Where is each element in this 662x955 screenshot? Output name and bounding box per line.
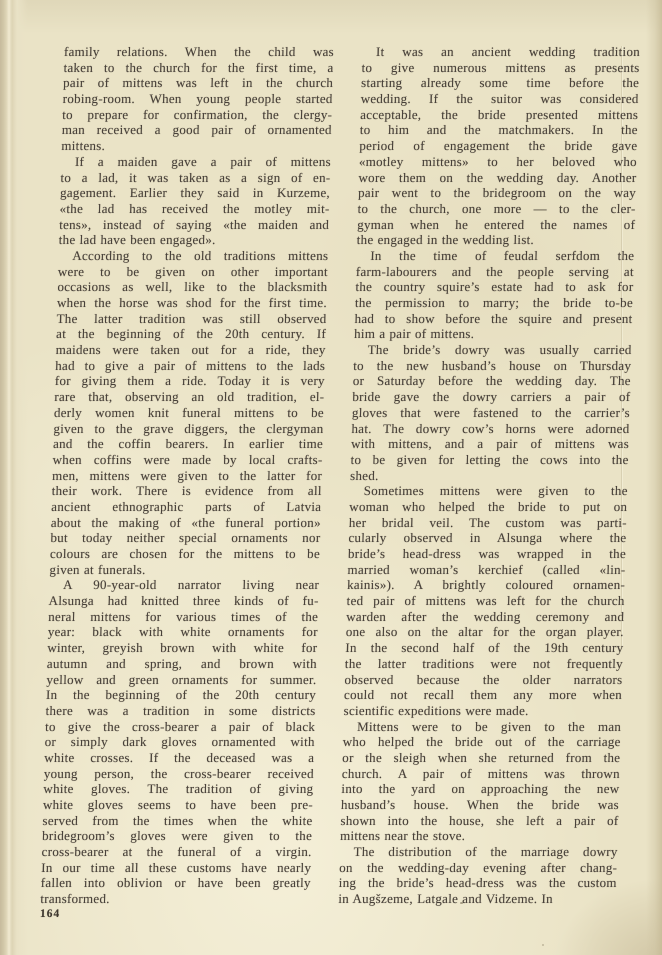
text-line: transformed. [40, 891, 110, 907]
text-line: him a pair of mittens. [353, 326, 475, 342]
text-line: or simply dark gloves ornamented with [44, 734, 315, 750]
text-line: scientific expeditions were made. [343, 702, 529, 718]
text-line: year: black with white ornaments for [47, 624, 319, 640]
text-line: «the lad has received the motley mit- [59, 200, 330, 216]
text-line: one also on the altar for the organ player. [345, 624, 625, 640]
page-number: 164 [39, 907, 61, 920]
text-line: when coffins were made by local crafts- [52, 451, 323, 467]
paragraph [354, 248, 635, 342]
text-line: The distribution of the marriage dowry [353, 844, 618, 860]
text-line: Sometimes mittens were given to the [363, 483, 628, 499]
text-line: ted pair of mittens was left for the church [346, 593, 625, 609]
text-line: bride gave the dowry carriers a pair of [352, 389, 631, 405]
text-line: cularly observed in Alsunga where the [348, 530, 627, 546]
page-content [40, 44, 640, 920]
text-line: in Augšzeme, Latgale and Vidzeme. In [338, 891, 554, 907]
text-line: man received a good pair of ornamented [61, 122, 333, 138]
text-line: who helped the bride out of the carriage [342, 734, 621, 750]
text-line: the lad have been engaged». [58, 232, 216, 248]
paragraph [357, 44, 641, 248]
text-line: on the wedding-day evening after chang- [339, 859, 618, 875]
text-line: mittens near the stove. [339, 828, 466, 844]
text-line: colours are chosen for the mittens to be [49, 546, 321, 561]
paragraph [338, 844, 618, 907]
text-line: for giving them a ride. Today it is very [54, 373, 326, 389]
text-line: wore them on the wedding day. Another [358, 169, 637, 185]
text-line: or Saturday before the wedding day. The [352, 373, 632, 389]
text-line: occasions as well, like to the blacksmith [57, 279, 328, 295]
text-line: had to give a pair of mittens to the lads [55, 357, 326, 373]
text-line: It was an ancient wedding tradition [375, 44, 641, 59]
text-line: cross-bearer at the funeral of a virgin. [41, 844, 312, 860]
text-line: kainis»). A brightly coloured ornamen- [346, 577, 626, 593]
text-line: taken to the church for the first time, a [63, 59, 334, 75]
text-line: hat. The dowry cow’s horns were adorned [351, 420, 630, 436]
text-line: men, mittens were given to the latter for [51, 467, 323, 483]
text-line: family relations. When the child was [63, 44, 335, 59]
paper-speck [542, 944, 544, 946]
text-line: According to the old traditions mittens [72, 247, 329, 263]
text-line: warden after the wedding ceremony and [346, 608, 625, 624]
text-line: and the coffin bearers. In earlier time [52, 436, 324, 452]
text-line: acceptable, the bride presented mittens [360, 106, 639, 122]
text-line: bridegroom’s gloves were given to the [41, 828, 313, 844]
text-line: winter, greyish brown with white for [47, 640, 318, 656]
text-line: «motley mittens» to her beloved who [358, 153, 638, 169]
text-line: A 90-year-old narrator living near [62, 577, 320, 593]
text-line: derly women knit funeral mittens to be [53, 404, 325, 420]
text-line: the permission to marry; the bride to-be [354, 295, 634, 310]
text-column-left [40, 44, 334, 920]
text-line: The bride’s dowry was usually carried [367, 342, 632, 358]
text-line: pair went to the bridegroom on the way [357, 185, 637, 201]
text-line: gagement. Earlier they said in Kurzeme, [59, 185, 331, 201]
text-line: woman who helped the bride to put on [349, 498, 628, 514]
text-line: to be given for letting the cows into the [350, 451, 629, 467]
text-line: ancient ethnographic parts of Latvia [51, 498, 322, 514]
text-line: the engaged in the wedding list. [356, 232, 535, 248]
text-line: shed. [349, 467, 379, 483]
text-line: young person, the cross-bearer received [43, 765, 315, 781]
text-line: but today neither special ornaments nor [50, 530, 321, 546]
text-line: In the second half of the 19th century [345, 640, 624, 656]
text-line: when the horse was shod for the first time. [56, 295, 328, 310]
text-line: there was a tradition in some districts [45, 702, 316, 718]
text-line: to him and the matchmakers. In the [359, 122, 639, 138]
text-line: starting already some time before the [360, 75, 640, 91]
text-line: robing-room. When young people started [62, 91, 333, 107]
text-line: to a lad, it was taken as a sign of en- [60, 169, 331, 185]
text-line: church. A pair of mittens was thrown [341, 765, 621, 781]
text-line: In the beginning of the 20th century [45, 687, 317, 703]
text-line: into the yard on approaching the new [341, 781, 620, 797]
text-line: tens», instead of saying «the maiden and [58, 216, 330, 232]
text-column-right [338, 44, 640, 920]
text-line: given to the grave diggers, the clergyman [53, 420, 324, 436]
text-line: gyman when he entered the names of [356, 216, 636, 232]
text-line: pair of mittens was left in the church [62, 75, 334, 91]
paragraph [61, 44, 334, 154]
paragraph [49, 248, 328, 577]
text-line: were to be given on other important [57, 263, 329, 279]
paragraph [59, 154, 332, 248]
text-line: In the time of feudal serfdom the [370, 247, 635, 263]
text-line: observed because the older narrators [344, 671, 623, 687]
text-line: farm-labourers and the people serving at [355, 263, 635, 279]
text-line: autumn and spring, and brown with [46, 655, 318, 671]
text-line: with mittens, and a pair of mittens was [350, 436, 630, 452]
text-line: husband’s house. When the bride was [340, 797, 620, 812]
text-line: period of engagement the bride gave [359, 138, 638, 154]
text-line: to the new husband’s house on Thursday [353, 357, 632, 373]
paragraph [350, 342, 632, 483]
text-line: shown into the house, she left a pair of [340, 812, 619, 828]
text-line: fallen into oblivion or have been greatly [40, 875, 312, 891]
text-line: the latter traditions were not frequently [344, 655, 624, 671]
text-line: rare that, observing an old tradition, el- [54, 389, 325, 405]
text-line: ing the bride’s head-dress was the custom [338, 875, 618, 891]
paragraph [340, 719, 622, 845]
text-line: her bridal veil. The custom was parti- [348, 514, 628, 530]
text-line: bride’s head-dress was wrapped in the [347, 546, 627, 561]
text-line: In our time all these customs have nearly [41, 859, 312, 875]
text-line: Alsunga had knitted three kinds of fu- [48, 593, 319, 609]
text-line: to the church, one more — to the cler- [357, 200, 636, 216]
text-line: Mittens were to be given to the man [356, 718, 622, 734]
text-line: could not recall them any more when [343, 687, 623, 703]
text-line: the country squire’s estate had to ask for [355, 279, 634, 295]
text-line: served from the times when the white [42, 812, 313, 828]
text-line: neral mittens for various times of the [48, 608, 319, 624]
text-line: mittens. [61, 138, 106, 154]
text-line: white gloves. The tradition of giving [43, 781, 314, 797]
text-line: maidens were taken out for a ride, they [55, 342, 326, 358]
text-line: at the beginning of the 20th century. If [55, 326, 327, 342]
text-line: to give numerous mittens as presents [361, 59, 640, 75]
text-line: or the sleigh when she returned from the [342, 749, 621, 765]
text-line: If a maiden gave a pair of mittens [74, 153, 332, 169]
text-line: married woman’s kerchief (called «lin- [347, 561, 626, 577]
text-line: gloves that were fastened to the carrier’s [351, 404, 631, 420]
text-line: to give the cross-bearer a pair of black [44, 718, 316, 734]
text-line: yellow and green ornaments for summer. [46, 671, 317, 687]
text-line: their work. There is evidence from all [51, 483, 322, 499]
text-columns [40, 44, 640, 920]
text-line: wedding. If the suitor was considered [360, 91, 639, 107]
paragraph [343, 483, 628, 718]
text-line: about the making of «the funeral portion» [50, 514, 322, 530]
text-line: white gloves seems to have been pre- [42, 797, 314, 812]
text-line: had to show before the squire and present [354, 310, 633, 326]
text-line: to prepare for confirmation, the clergy- [62, 106, 333, 122]
text-line: white crosses. If the deceased was a [44, 749, 315, 765]
text-line: The latter tradition was still observed [56, 310, 327, 326]
text-line: given at funerals. [49, 561, 146, 577]
paragraph [40, 577, 319, 906]
